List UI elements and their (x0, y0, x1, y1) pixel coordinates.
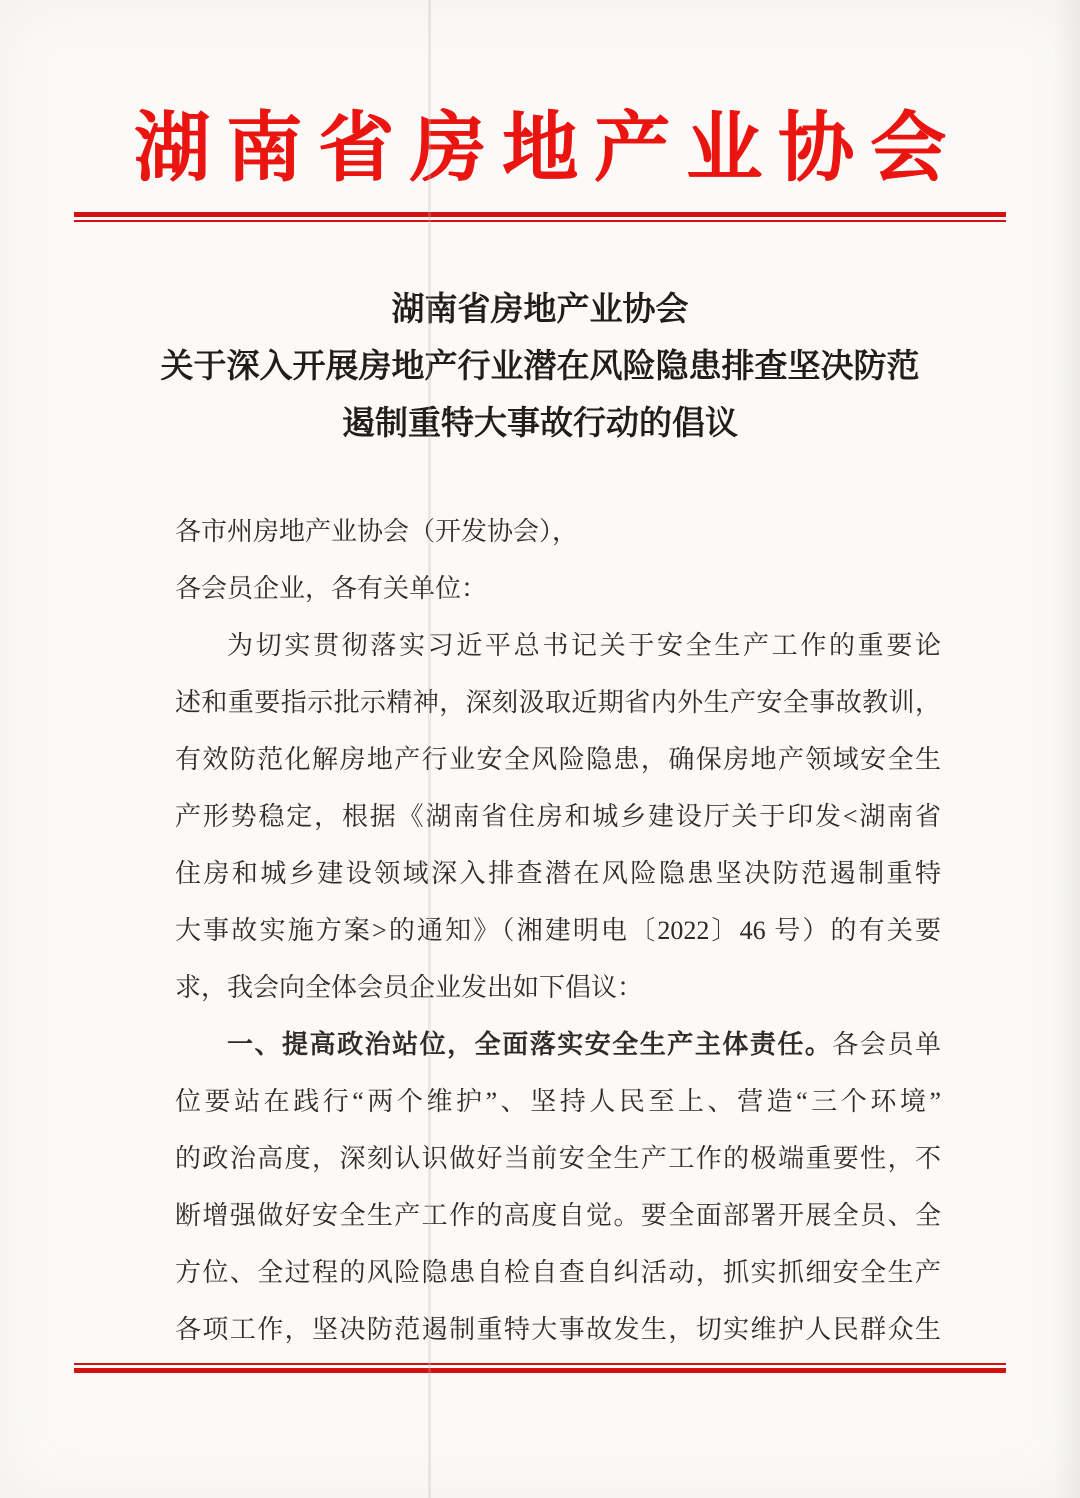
body-line: 产形势稳定，根据《湖南省住房和城乡建设厅关于印发<湖南省 (175, 802, 941, 831)
salutation-line: 各会员企业，各有关单位： (175, 574, 488, 603)
body-line: 位要站在践行“两个维护”、坚持人民至上、营造“三个环境” (175, 1087, 941, 1116)
body-text-span: 各会员单 (832, 1030, 941, 1059)
body-line: 求，我会向全体会员企业发出如下倡议： (175, 973, 644, 1002)
body-line: 有效防范化解房地产行业安全风险隐患，确保房地产领域安全生 (175, 745, 941, 774)
body-line: 的政治高度，深刻认识做好当前安全生产工作的极端重要性，不 (175, 1144, 941, 1173)
body-line: 述和重要指示批示精神，深刻汲取近期省内外生产安全事故教训， (175, 688, 941, 717)
body-line: 断增强做好安全生产工作的高度自觉。要全面部署开展全员、全 (175, 1201, 941, 1230)
body-line (175, 1016, 941, 1073)
letterhead-divider-thin-line (74, 220, 1006, 222)
letterhead-divider (74, 212, 1006, 222)
document-title-line-1: 湖南省房地产业协会 (391, 290, 689, 327)
body-line: 方位、全过程的风险隐患自检自查自纠活动，抓实抓细安全生产 (175, 1258, 941, 1287)
footer-divider (74, 1363, 1006, 1373)
body-line: 大事故实施方案>的通知》（湘建明电〔2022〕46 号）的有关要 (175, 916, 941, 945)
letterhead-org-name: 湖南省房地产业协会 (134, 107, 962, 191)
footer-divider-thick-line (74, 1368, 1006, 1373)
document-title-line-2: 关于深入开展房地产行业潜在风险隐患排查坚决防范 (160, 347, 920, 384)
scan-edge-shadow (1054, 0, 1080, 1498)
letter-body (175, 503, 941, 1358)
body-line: 各项工作，坚决防范遏制重特大事故发生，切实维护人民群众生 (175, 1315, 941, 1344)
body-line: 为切实贯彻落实习近平总书记关于安全生产工作的重要论 (227, 631, 941, 660)
body-line: 住房和城乡建设领域深入排查潜在风险隐患坚决防范遏制重特 (175, 859, 941, 888)
section-heading-bold: 一、提高政治站位，全面落实安全生产主体责任。 (227, 1030, 833, 1059)
document-title (157, 280, 923, 451)
salutation-line: 各市州房地产业协会（开发协会）， (175, 517, 579, 546)
document-title-line-3: 遏制重特大事故行动的倡议 (342, 404, 738, 441)
